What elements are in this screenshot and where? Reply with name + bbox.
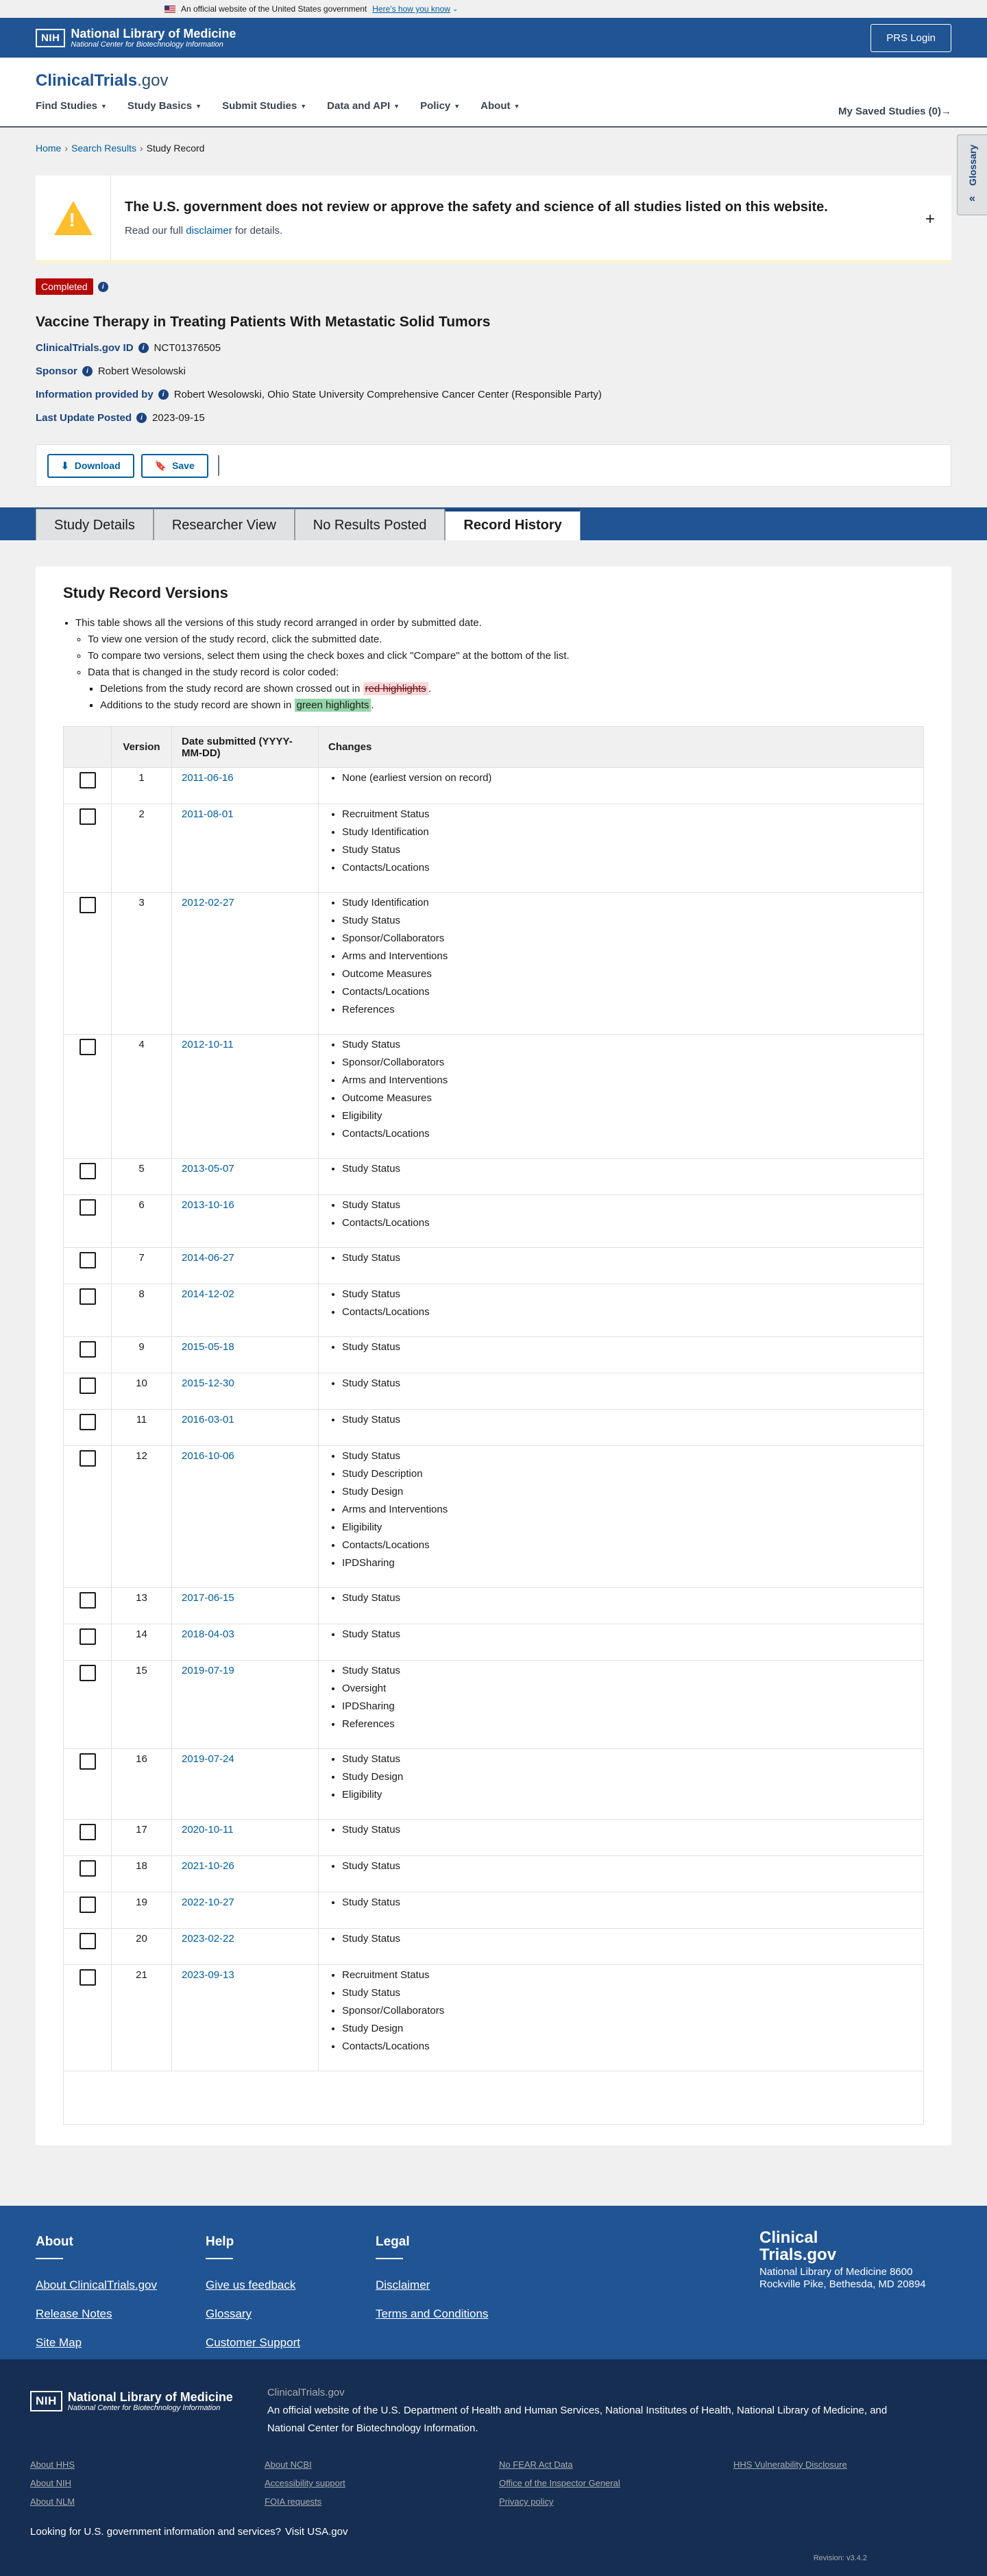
change-item: • Eligibility (342, 1110, 914, 1122)
usa-gov-line: Looking for U.S. government information and services? Visit USA.gov (30, 2526, 348, 2538)
sponsor-label: Sponsor (36, 365, 77, 377)
link-vulnerability[interactable]: HHS Vulnerability Disclosure (733, 2459, 847, 2470)
version-number: 11 (112, 1410, 172, 1446)
updated-label: Last Update Posted (36, 412, 132, 424)
version-date-link[interactable]: 2019-07-24 (182, 1753, 234, 1765)
version-date-link[interactable]: 2013-10-16 (182, 1199, 234, 1211)
prs-login-button[interactable]: PRS Login (870, 24, 951, 52)
change-item: • Study Status (342, 915, 914, 926)
table-row (64, 1856, 924, 1892)
download-button[interactable]: ⬇ Download (47, 454, 134, 478)
study-tabs (0, 507, 987, 540)
version-checkbox[interactable] (80, 1933, 96, 1949)
changes-list (328, 1933, 914, 1945)
col-version: Version (112, 727, 172, 768)
deletion-highlight-sample: red highlights (363, 682, 428, 695)
change-item: • Study Status (342, 1039, 914, 1050)
version-date-link[interactable]: 2011-08-01 (182, 808, 234, 820)
version-date-link[interactable]: 2020-10-11 (182, 1824, 234, 1835)
version-date-link[interactable]: 2023-09-13 (182, 1969, 234, 1981)
version-checkbox[interactable] (80, 1039, 96, 1055)
table-row (64, 1446, 924, 1588)
change-item: • Contacts/Locations (342, 1128, 914, 1140)
tab-study-details[interactable]: Study Details (36, 509, 154, 540)
tab-no-results[interactable]: No Results Posted (295, 509, 446, 540)
version-date-link[interactable]: 2013-05-07 (182, 1163, 234, 1175)
nav-study-basics[interactable]: Study Basics ▼ (127, 100, 202, 112)
info-icon[interactable]: i (138, 343, 149, 353)
version-number: 20 (112, 1929, 172, 1965)
change-item: • Study Design (342, 2023, 914, 2034)
footer-address: Clinical Trials.gov National Library of Medicine 8600 Rockville Pike, Bethesda, MD 20894 (759, 2229, 938, 2291)
table-row (64, 768, 924, 804)
version-number: 6 (112, 1195, 172, 1248)
versions-table (63, 726, 924, 2125)
table-row (64, 1820, 924, 1856)
chevron-down-icon: ▼ (454, 102, 461, 110)
link-privacy[interactable]: Privacy policy (499, 2496, 554, 2507)
version-number: 13 (112, 1588, 172, 1624)
table-row (64, 1749, 924, 1820)
version-checkbox[interactable] (80, 1897, 96, 1913)
version-date-link[interactable]: 2014-06-27 (182, 1252, 234, 1264)
version-checkbox[interactable] (80, 1628, 96, 1645)
change-item: • Sponsor/Collaborators (342, 932, 914, 944)
table-row (64, 1284, 924, 1337)
change-item: • Study Status (342, 1824, 914, 1835)
table-row (64, 1965, 924, 2071)
version-number: 14 (112, 1624, 172, 1661)
change-item: • Arms and Interventions (342, 950, 914, 962)
change-item: • IPDSharing (342, 1557, 914, 1569)
changes-list (328, 1039, 914, 1140)
version-checkbox[interactable] (80, 1199, 96, 1216)
version-checkbox[interactable] (80, 1592, 96, 1609)
footer-help: Help Give us feedback Glossary Customer Support (206, 2235, 376, 2350)
actions-bar (36, 444, 951, 487)
change-item: • Outcome Measures (342, 1092, 914, 1104)
footer-link-site-map[interactable]: Site Map (36, 2336, 82, 2349)
col-changes: Changes (319, 727, 924, 768)
link-nih[interactable]: National Institutes of Health (605, 2405, 731, 2416)
version-number: 21 (112, 1965, 172, 2071)
chevron-down-icon: ▼ (195, 102, 202, 110)
footer-link-about-ct[interactable]: About ClinicalTrials.gov (36, 2278, 157, 2291)
version-number: 12 (112, 1446, 172, 1588)
changes-list (328, 1377, 914, 1389)
nih-logo[interactable] (36, 27, 236, 49)
warning-icon: ! (54, 201, 93, 235)
version-date-link[interactable]: 2015-12-30 (182, 1377, 234, 1389)
footer-ct-logo[interactable]: Clinical Trials.gov (759, 2228, 837, 2264)
version-checkbox[interactable] (80, 1288, 96, 1305)
tab-researcher-view[interactable]: Researcher View (154, 509, 295, 540)
disclaimer-alert (36, 176, 951, 263)
link-about-ncbi[interactable]: About NCBI (265, 2459, 312, 2470)
changes-list (328, 1753, 914, 1801)
version-date-link[interactable]: 2014-12-02 (182, 1288, 234, 1300)
changes-list (328, 1199, 914, 1229)
gov-banner (0, 0, 987, 18)
version-number: 16 (112, 1749, 172, 1820)
table-row (64, 1892, 924, 1929)
version-number: 4 (112, 1035, 172, 1159)
link-about-nih[interactable]: About NIH (30, 2478, 71, 2488)
version-date-link[interactable]: 2015-05-18 (182, 1341, 234, 1353)
change-item: • Sponsor/Collaborators (342, 2005, 914, 2017)
info-icon[interactable]: i (158, 389, 169, 400)
footer-legal: Legal Disclaimer Terms and Conditions (376, 2235, 546, 2350)
table-row (64, 1588, 924, 1624)
nav-submit-studies[interactable]: Submit Studies ▼ (222, 100, 307, 112)
revision-text: Revision: v3.4.2 (813, 2554, 867, 2562)
change-item: • Study Status (342, 844, 914, 856)
change-item: • Study Status (342, 1450, 914, 1462)
version-checkbox[interactable] (80, 1341, 96, 1358)
provided-value: Robert Wesolowski, Ohio State University Comprehensive Cancer Center (Responsible Party) (173, 389, 602, 400)
changes-list (328, 808, 914, 874)
change-item: • Eligibility (342, 1521, 914, 1533)
link-oig[interactable]: Office of the Inspector General (499, 2478, 620, 2488)
change-item: • IPDSharing (342, 1700, 914, 1712)
changes-list (328, 1252, 914, 1264)
nih-header (0, 18, 987, 58)
save-button[interactable]: 🔖 Save (141, 454, 208, 478)
breadcrumb-search-results[interactable]: Search Results (71, 143, 136, 154)
change-item: • Study Status (342, 1288, 914, 1300)
info-icon[interactable]: i (136, 413, 147, 423)
version-checkbox[interactable] (80, 1414, 96, 1430)
change-item: • Recruitment Status (342, 808, 914, 820)
change-item: • Study Status (342, 1933, 914, 1945)
breadcrumb-current: Study Record (146, 143, 205, 154)
version-number: 17 (112, 1820, 172, 1856)
version-checkbox[interactable] (80, 1377, 96, 1394)
table-row (64, 1337, 924, 1373)
change-item: • Contacts/Locations (342, 1306, 914, 1318)
change-item: • Study Identification (342, 826, 914, 838)
table-row (64, 1929, 924, 1965)
change-item: • Study Status (342, 1341, 914, 1353)
version-checkbox[interactable] (80, 1163, 96, 1179)
change-item: • Eligibility (342, 1789, 914, 1801)
change-item: • Study Status (342, 1414, 914, 1425)
footer-link-release-notes[interactable]: Release Notes (36, 2307, 112, 2320)
gov-links (30, 2451, 957, 2507)
disclaimer-text: Read our full disclaimer for details. (125, 224, 283, 237)
version-number: 1 (112, 768, 172, 804)
change-item: • Study Design (342, 1486, 914, 1497)
version-date-link[interactable]: 2016-03-01 (182, 1414, 234, 1425)
disclaimer-link[interactable]: disclaimer (186, 224, 232, 237)
main-nav (36, 100, 951, 112)
changes-list (328, 897, 914, 1015)
change-item: • Sponsor/Collaborators (342, 1057, 914, 1068)
disclaimer-heading: The U.S. government does not review or approve the safety and science of all studies listed on this website. (125, 199, 828, 215)
version-number: 10 (112, 1373, 172, 1410)
footer-nih-logo[interactable]: NIH National Library of Medicine National Center for Biotechnology Information (30, 2384, 233, 2418)
provided-label: Information provided by (36, 389, 154, 400)
version-checkbox[interactable] (80, 1450, 96, 1467)
change-item: • Study Status (342, 1163, 914, 1175)
status-badge: Completed (36, 278, 93, 295)
info-icon[interactable]: i (98, 282, 108, 292)
change-item: • Arms and Interventions (342, 1504, 914, 1515)
addition-highlight-sample: green highlights (295, 699, 371, 712)
change-item: • Outcome Measures (342, 968, 914, 980)
col-date: Date submitted (YYYY-MM-DD) (172, 727, 319, 768)
link-ncbi[interactable]: National Center for Biotechnology Information (267, 2422, 476, 2434)
table-row (64, 1410, 924, 1446)
version-checkbox[interactable] (80, 808, 96, 825)
nav-about[interactable]: About ▼ (480, 100, 520, 112)
version-checkbox[interactable] (80, 1665, 96, 1681)
version-number: 2 (112, 804, 172, 893)
gov-footer (0, 2359, 987, 2576)
link-foia[interactable]: FOIA requests (265, 2496, 322, 2507)
table-row (64, 1624, 924, 1661)
ct-header (0, 58, 987, 128)
change-item: • Study Status (342, 1252, 914, 1264)
footer-link-support[interactable]: Customer Support (206, 2336, 300, 2349)
table-row (64, 804, 924, 893)
version-checkbox[interactable] (80, 1824, 96, 1840)
version-date-link[interactable]: 2021-10-26 (182, 1860, 234, 1872)
table-row (64, 1035, 924, 1159)
change-item: • Recruitment Status (342, 1969, 914, 1981)
table-row (64, 1373, 924, 1410)
version-number: 18 (112, 1856, 172, 1892)
link-nlm[interactable]: National Library of Medicine (736, 2405, 864, 2416)
changes-list (328, 1163, 914, 1175)
link-usa-gov[interactable]: Visit USA.gov (285, 2526, 348, 2538)
version-checkbox[interactable] (80, 897, 96, 913)
version-date-link[interactable]: 2023-02-22 (182, 1933, 234, 1945)
record-history-panel (36, 566, 951, 2145)
change-item: • Study Status (342, 1665, 914, 1676)
table-row (64, 1248, 924, 1284)
version-date-link[interactable]: 2016-10-06 (182, 1450, 234, 1462)
link-hhs[interactable]: U.S. Department of Health and Human Services (380, 2405, 600, 2416)
nlm-name: National Library of Medicine (71, 27, 236, 40)
changes-list (328, 1665, 914, 1730)
how-you-know-link[interactable]: Here's how you know (372, 4, 450, 14)
change-item: • Arms and Interventions (342, 1074, 914, 1086)
version-number: 9 (112, 1337, 172, 1373)
nih-logo-box: NIH (36, 29, 65, 47)
link-about-hhs[interactable]: About HHS (30, 2459, 75, 2470)
gov-banner-text: An official website of the United States government (181, 4, 367, 14)
change-item: • Study Status (342, 1592, 914, 1604)
version-number: 3 (112, 893, 172, 1035)
table-row (64, 1661, 924, 1749)
footer-about: About About ClinicalTrials.gov Release Notes Site Map (36, 2235, 206, 2350)
id-label: ClinicalTrials.gov ID (36, 342, 134, 354)
ncbi-name: National Center for Biotechnology Information (71, 40, 223, 49)
changes-list (328, 1969, 914, 2052)
change-item: • Contacts/Locations (342, 862, 914, 874)
change-item: • Study Description (342, 1468, 914, 1480)
changes-list (328, 1897, 914, 1908)
download-icon: ⬇ (61, 459, 69, 471)
version-checkbox[interactable] (80, 772, 96, 789)
versions-instructions: • This table shows all the versions of this study record arranged in order by submitted date. ◦ To view one version of the study record, click the submitted date. ◦ To compare two versions, select them using the check boxes and click "Compare" at the bottom of the list. ◦ Data that is changed in the study record is color coded: ▪ Deletions from the study record are shown crossed out in red highlights . ▪ Additions to the study record are shown in green highlights . (63, 617, 924, 711)
versions-heading: Study Record Versions (63, 584, 228, 601)
change-item: • Study Status (342, 1753, 914, 1765)
chevron-down-icon: ▼ (101, 102, 107, 110)
change-item: • References (342, 1718, 914, 1730)
link-accessibility[interactable]: Accessibility support (265, 2478, 345, 2488)
link-no-fear[interactable]: No FEAR Act Data (499, 2459, 573, 2470)
link-about-nlm[interactable]: About NLM (30, 2496, 75, 2507)
change-item: • Study Identification (342, 897, 914, 908)
change-item: • Study Status (342, 1860, 914, 1872)
version-date-link[interactable]: 2011-06-16 (182, 772, 234, 784)
footer-link-glossary[interactable]: Glossary (206, 2307, 252, 2320)
version-date-link[interactable]: 2012-10-11 (182, 1039, 234, 1050)
change-item: • None (earliest version on record) (342, 772, 914, 784)
divider (218, 455, 219, 476)
breadcrumb: Home › Search Results › Study Record (36, 143, 205, 154)
change-item: • Contacts/Locations (342, 1539, 914, 1551)
nav-find-studies[interactable]: Find Studies ▼ (36, 100, 107, 112)
version-date-link[interactable]: 2017-06-15 (182, 1592, 234, 1604)
version-checkbox[interactable] (80, 1753, 96, 1770)
version-checkbox[interactable] (80, 1252, 96, 1268)
changes-list (328, 1414, 914, 1425)
study-title: Vaccine Therapy in Treating Patients With Metastatic Solid Tumors (36, 314, 491, 330)
footer-link-terms[interactable]: Terms and Conditions (376, 2307, 489, 2320)
bookmark-icon: 🔖 (154, 459, 167, 471)
chevron-down-icon: ▼ (300, 102, 307, 110)
double-chevron-left-icon: « (969, 192, 975, 204)
footer-link-feedback[interactable]: Give us feedback (206, 2278, 296, 2291)
version-number: 7 (112, 1248, 172, 1284)
changes-list (328, 1341, 914, 1353)
changes-list (328, 1628, 914, 1640)
change-item: • Study Status (342, 1199, 914, 1211)
official-website-text: ClinicalTrials.gov An official website of the U.S. Department of Health and Human Services, National Institutes of Health, National Library of Medicine, and National Center for Biotechnology Information. (267, 2387, 888, 2434)
table-row (64, 893, 924, 1035)
expand-plus-icon[interactable]: + (925, 210, 935, 228)
site-footer (0, 2206, 987, 2359)
change-item: • Study Design (342, 1771, 914, 1783)
chevron-down-icon: ▼ (513, 102, 520, 110)
version-number: 8 (112, 1284, 172, 1337)
changes-list (328, 1450, 914, 1569)
ct-logo[interactable]: ClinicalTrials.gov (36, 71, 169, 90)
change-item: • Oversight (342, 1683, 914, 1694)
changes-list (328, 1824, 914, 1835)
table-row (64, 1159, 924, 1195)
version-date-link[interactable]: 2018-04-03 (182, 1628, 234, 1640)
version-number: 15 (112, 1661, 172, 1749)
nav-data-api[interactable]: Data and API ▼ (327, 100, 400, 112)
change-item: • References (342, 1004, 914, 1015)
sponsor-value: Robert Wesolowski (97, 365, 186, 377)
tab-record-history[interactable]: Record History (445, 509, 580, 540)
chevron-down-icon[interactable]: ⌄ (452, 5, 459, 13)
breadcrumb-home[interactable]: Home (36, 143, 62, 154)
change-item: • Study Status (342, 1628, 914, 1640)
changes-list (328, 1860, 914, 1872)
info-icon[interactable]: i (82, 366, 93, 376)
version-date-link[interactable]: 2019-07-19 (182, 1665, 234, 1676)
nav-policy[interactable]: Policy ▼ (420, 100, 461, 112)
study-id: NCT01376505 (154, 342, 221, 354)
us-flag-icon (164, 5, 175, 13)
version-number: 19 (112, 1892, 172, 1929)
version-checkbox[interactable] (80, 1860, 96, 1877)
glossary-tab[interactable] (957, 134, 987, 215)
changes-list (328, 772, 914, 784)
changes-list (328, 1592, 914, 1604)
chevron-down-icon: ▼ (393, 102, 400, 110)
glossary-label: Glossary (966, 145, 978, 186)
study-meta (0, 342, 987, 424)
change-item: • Study Status (342, 1377, 914, 1389)
change-item: • Contacts/Locations (342, 1217, 914, 1229)
change-item: • Study Status (342, 1897, 914, 1908)
version-date-link[interactable]: 2022-10-27 (182, 1897, 234, 1908)
updated-value: 2023-09-15 (152, 412, 205, 424)
version-checkbox[interactable] (80, 1969, 96, 1986)
change-item: • Contacts/Locations (342, 2041, 914, 2052)
changes-list (328, 1288, 914, 1318)
change-item: • Study Status (342, 1987, 914, 1999)
version-date-link[interactable]: 2012-02-27 (182, 897, 234, 908)
version-number: 5 (112, 1159, 172, 1195)
change-item: • Contacts/Locations (342, 986, 914, 998)
footer-link-disclaimer[interactable]: Disclaimer (376, 2278, 430, 2291)
table-row (64, 1195, 924, 1248)
saved-studies-link[interactable]: My Saved Studies (0)→ (838, 106, 951, 117)
